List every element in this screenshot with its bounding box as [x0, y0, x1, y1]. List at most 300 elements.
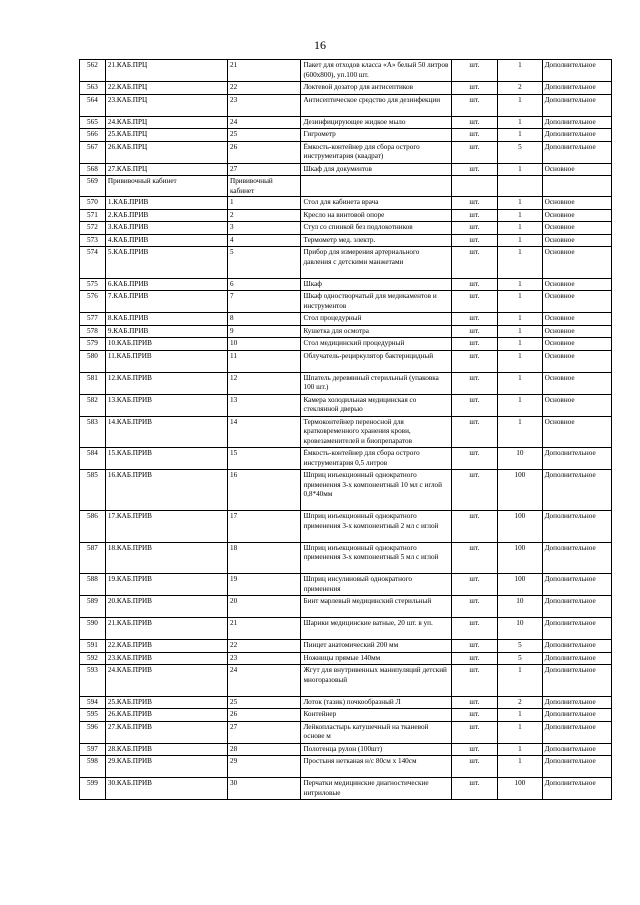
item-code: 7.КАБ.ПРИВ — [105, 291, 227, 313]
table-row — [80, 596, 612, 618]
item-name: Шкаф для документов — [301, 163, 451, 176]
table-row — [80, 278, 612, 291]
item-name: Ёмкость-контейнер для сбора острого инструментария (квадрат) — [301, 141, 451, 163]
item-quantity: 10 — [498, 618, 543, 640]
table-row — [80, 640, 612, 653]
item-index: 1 — [228, 197, 301, 210]
item-name: Жгут для внутривенных манипуляций детский многоразовый — [301, 665, 451, 697]
item-quantity: 1 — [498, 416, 543, 448]
table-row — [80, 247, 612, 279]
row-number: 582 — [80, 394, 106, 416]
item-type — [542, 176, 611, 197]
item-quantity: 100 — [498, 511, 543, 543]
item-type: Основное — [542, 325, 611, 338]
item-index: 24 — [228, 116, 301, 129]
item-quantity: 100 — [498, 574, 543, 596]
item-code: 14.КАБ.ПРИВ — [105, 416, 227, 448]
item-quantity: 2 — [498, 82, 543, 95]
item-name: Стол процедурный — [301, 313, 451, 326]
item-code: 10.КАБ.ПРИВ — [105, 338, 227, 351]
item-type: Дополнительное — [542, 618, 611, 640]
item-unit: шт. — [451, 756, 498, 778]
item-unit: шт. — [451, 325, 498, 338]
table-row — [80, 696, 612, 709]
item-unit: шт. — [451, 665, 498, 697]
table-row — [80, 176, 612, 197]
item-index: 10 — [228, 338, 301, 351]
row-number: 568 — [80, 163, 106, 176]
item-index: 9 — [228, 325, 301, 338]
item-quantity: 1 — [498, 756, 543, 778]
item-index: Прививочный кабинет — [228, 176, 301, 197]
item-code: 18.КАБ.ПРИВ — [105, 542, 227, 574]
item-code: 25.КАБ.ПРИВ — [105, 696, 227, 709]
item-unit: шт. — [451, 350, 498, 372]
item-name: Шприц инъекционный однократного применения 3-х компонентный 5 мл с иглой — [301, 542, 451, 574]
item-index: 29 — [228, 756, 301, 778]
item-index: 21 — [228, 60, 301, 82]
item-unit: шт. — [451, 291, 498, 313]
item-code: 27.КАБ.ПРЦ — [105, 163, 227, 176]
table-row — [80, 448, 612, 470]
item-code: 22.КАБ.ПРИВ — [105, 640, 227, 653]
page-number: 16 — [314, 38, 326, 52]
item-unit: шт. — [451, 542, 498, 574]
table-row — [80, 291, 612, 313]
item-type: Основное — [542, 350, 611, 372]
item-type: Основное — [542, 163, 611, 176]
item-unit: шт. — [451, 652, 498, 665]
row-number: 570 — [80, 197, 106, 210]
item-index: 30 — [228, 778, 301, 800]
item-quantity: 100 — [498, 542, 543, 574]
row-number: 579 — [80, 338, 106, 351]
item-quantity — [498, 176, 543, 197]
item-unit: шт. — [451, 372, 498, 394]
item-quantity: 1 — [498, 247, 543, 279]
item-code: 16.КАБ.ПРИВ — [105, 470, 227, 511]
table-row — [80, 129, 612, 142]
item-quantity: 1 — [498, 394, 543, 416]
row-number: 583 — [80, 416, 106, 448]
item-index: 27 — [228, 163, 301, 176]
item-unit: шт. — [451, 60, 498, 82]
item-index: 20 — [228, 596, 301, 618]
item-code: 27.КАБ.ПРИВ — [105, 721, 227, 743]
table-row — [80, 94, 612, 116]
item-index: 11 — [228, 350, 301, 372]
row-number: 566 — [80, 129, 106, 142]
table-row — [80, 709, 612, 722]
table-row — [80, 222, 612, 235]
item-quantity: 1 — [498, 129, 543, 142]
table-row — [80, 325, 612, 338]
item-name: Кресло на винтовой опоре — [301, 209, 451, 222]
item-quantity: 10 — [498, 448, 543, 470]
item-quantity: 1 — [498, 209, 543, 222]
item-code: 28.КАБ.ПРИВ — [105, 743, 227, 756]
table-row — [80, 313, 612, 326]
item-type: Основное — [542, 313, 611, 326]
item-name: Ножницы прямые 140мм — [301, 652, 451, 665]
item-index: 21 — [228, 618, 301, 640]
row-number: 580 — [80, 350, 106, 372]
item-code: 22.КАБ.ПРЦ — [105, 82, 227, 95]
item-code: 19.КАБ.ПРИВ — [105, 574, 227, 596]
item-code: Прививочный кабинет — [105, 176, 227, 197]
item-quantity: 1 — [498, 222, 543, 235]
item-index: 25 — [228, 696, 301, 709]
item-code: 17.КАБ.ПРИВ — [105, 511, 227, 543]
item-name: Перчатки медицинские диагностические нитриловые — [301, 778, 451, 800]
row-number: 572 — [80, 222, 106, 235]
item-type: Дополнительное — [542, 709, 611, 722]
item-unit: шт. — [451, 247, 498, 279]
table-row — [80, 416, 612, 448]
row-number: 598 — [80, 756, 106, 778]
item-name: Гигрометр — [301, 129, 451, 142]
row-number: 590 — [80, 618, 106, 640]
equipment-table — [79, 59, 612, 800]
item-index: 3 — [228, 222, 301, 235]
item-quantity: 1 — [498, 709, 543, 722]
item-unit: шт. — [451, 696, 498, 709]
item-unit: шт. — [451, 278, 498, 291]
item-code: 6.КАБ.ПРИВ — [105, 278, 227, 291]
row-number: 578 — [80, 325, 106, 338]
item-code: 20.КАБ.ПРИВ — [105, 596, 227, 618]
item-code: 3.КАБ.ПРИВ — [105, 222, 227, 235]
row-number: 581 — [80, 372, 106, 394]
item-unit: шт. — [451, 574, 498, 596]
item-name: Антисептическое средство для дезинфекции — [301, 94, 451, 116]
item-index: 14 — [228, 416, 301, 448]
row-number: 571 — [80, 209, 106, 222]
table-row — [80, 778, 612, 800]
item-code: 12.КАБ.ПРИВ — [105, 372, 227, 394]
item-code: 2.КАБ.ПРИВ — [105, 209, 227, 222]
item-index: 17 — [228, 511, 301, 543]
item-index: 12 — [228, 372, 301, 394]
item-quantity: 1 — [498, 278, 543, 291]
item-quantity: 1 — [498, 94, 543, 116]
item-name: Лоток (тазик) почкообразный Л — [301, 696, 451, 709]
item-code: 21.КАБ.ПРИВ — [105, 618, 227, 640]
row-number: 575 — [80, 278, 106, 291]
item-type: Основное — [542, 338, 611, 351]
table-row — [80, 338, 612, 351]
item-unit: шт. — [451, 778, 498, 800]
item-quantity: 1 — [498, 743, 543, 756]
item-unit: шт. — [451, 709, 498, 722]
item-quantity: 1 — [498, 350, 543, 372]
table-row — [80, 574, 612, 596]
item-name — [301, 176, 451, 197]
item-name: Простыня нетканая н/с 80см х 140см — [301, 756, 451, 778]
item-name: Шкаф одностворчатый для медикаментов и инструментов — [301, 291, 451, 313]
row-number: 569 — [80, 176, 106, 197]
item-index: 6 — [228, 278, 301, 291]
row-number: 592 — [80, 652, 106, 665]
item-code: 23.КАБ.ПРИВ — [105, 652, 227, 665]
table-row — [80, 470, 612, 511]
table-row — [80, 116, 612, 129]
item-name: Шприц инсулиновый однократного применения — [301, 574, 451, 596]
item-index: 23 — [228, 652, 301, 665]
table-row — [80, 141, 612, 163]
table-row — [80, 234, 612, 247]
item-index: 26 — [228, 709, 301, 722]
item-code: 24.КАБ.ПРЦ — [105, 116, 227, 129]
item-type: Дополнительное — [542, 82, 611, 95]
item-type: Дополнительное — [542, 542, 611, 574]
item-quantity: 1 — [498, 338, 543, 351]
item-type: Дополнительное — [542, 448, 611, 470]
table-row — [80, 542, 612, 574]
item-name: Стол медицинский процедурный — [301, 338, 451, 351]
item-name: Шприц инъекционный однократного применения 3-х компонентный 2 мл с иглой — [301, 511, 451, 543]
item-index: 18 — [228, 542, 301, 574]
item-code: 24.КАБ.ПРИВ — [105, 665, 227, 697]
table-row — [80, 652, 612, 665]
item-index: 7 — [228, 291, 301, 313]
item-code: 23.КАБ.ПРЦ — [105, 94, 227, 116]
item-unit: шт. — [451, 470, 498, 511]
item-index: 24 — [228, 665, 301, 697]
item-unit: шт. — [451, 448, 498, 470]
item-code: 9.КАБ.ПРИВ — [105, 325, 227, 338]
item-name: Бинт марлевый медицинский стерильный — [301, 596, 451, 618]
table-row — [80, 756, 612, 778]
item-type: Основное — [542, 394, 611, 416]
item-code: 1.КАБ.ПРИВ — [105, 197, 227, 210]
item-type: Дополнительное — [542, 574, 611, 596]
item-code: 15.КАБ.ПРИВ — [105, 448, 227, 470]
item-quantity: 5 — [498, 141, 543, 163]
item-name: Шарики медицинские ватные, 20 шт. в уп. — [301, 618, 451, 640]
item-index: 13 — [228, 394, 301, 416]
item-quantity: 1 — [498, 116, 543, 129]
item-unit: шт. — [451, 82, 498, 95]
item-index: 27 — [228, 721, 301, 743]
item-index: 25 — [228, 129, 301, 142]
row-number: 596 — [80, 721, 106, 743]
item-name: Локтевой дозатор для антисептиков — [301, 82, 451, 95]
item-name: Контейнер — [301, 709, 451, 722]
item-code: 5.КАБ.ПРИВ — [105, 247, 227, 279]
item-type: Основное — [542, 278, 611, 291]
row-number: 587 — [80, 542, 106, 574]
item-name: Камера холодильная медицинская со стеклянной дверью — [301, 394, 451, 416]
item-code: 29.КАБ.ПРИВ — [105, 756, 227, 778]
row-number: 573 — [80, 234, 106, 247]
item-name: Кушетка для осмотра — [301, 325, 451, 338]
item-unit: шт. — [451, 721, 498, 743]
item-unit: шт. — [451, 313, 498, 326]
item-unit: шт. — [451, 338, 498, 351]
item-quantity: 100 — [498, 778, 543, 800]
item-type: Дополнительное — [542, 94, 611, 116]
item-code: 8.КАБ.ПРИВ — [105, 313, 227, 326]
row-number: 565 — [80, 116, 106, 129]
item-index: 22 — [228, 640, 301, 653]
table-row — [80, 372, 612, 394]
row-number: 599 — [80, 778, 106, 800]
item-type: Основное — [542, 222, 611, 235]
item-quantity: 1 — [498, 291, 543, 313]
item-type: Основное — [542, 416, 611, 448]
row-number: 594 — [80, 696, 106, 709]
item-type: Дополнительное — [542, 129, 611, 142]
item-name: Облучатель-рециркулятор бактерицидный — [301, 350, 451, 372]
item-code: 21.КАБ.ПРЦ — [105, 60, 227, 82]
item-unit: шт. — [451, 94, 498, 116]
item-index: 4 — [228, 234, 301, 247]
item-index: 23 — [228, 94, 301, 116]
item-unit: шт. — [451, 640, 498, 653]
item-type: Дополнительное — [542, 665, 611, 697]
item-type: Дополнительное — [542, 721, 611, 743]
table-row — [80, 350, 612, 372]
item-index: 28 — [228, 743, 301, 756]
item-code: 26.КАБ.ПРЦ — [105, 141, 227, 163]
row-number: 577 — [80, 313, 106, 326]
item-type: Дополнительное — [542, 640, 611, 653]
row-number: 588 — [80, 574, 106, 596]
item-quantity: 5 — [498, 640, 543, 653]
item-type: Дополнительное — [542, 60, 611, 82]
item-type: Основное — [542, 247, 611, 279]
item-code: 4.КАБ.ПРИВ — [105, 234, 227, 247]
item-type: Основное — [542, 291, 611, 313]
item-name: Ёмкость-контейнер для сбора острого инструментария 0,5 литров — [301, 448, 451, 470]
item-name: Термоконтейнер переносной для кратковременного хранения крови, кровезаменителей и биопрепаратов — [301, 416, 451, 448]
item-name: Лейкопластырь катушечный на тканевой основе м — [301, 721, 451, 743]
item-index: 2 — [228, 209, 301, 222]
table-row — [80, 721, 612, 743]
item-quantity: 1 — [498, 197, 543, 210]
item-type: Основное — [542, 209, 611, 222]
table-row — [80, 197, 612, 210]
item-type: Дополнительное — [542, 778, 611, 800]
item-unit: шт. — [451, 511, 498, 543]
item-unit: шт. — [451, 209, 498, 222]
item-index: 8 — [228, 313, 301, 326]
item-name: Пинцет анатомический 200 мм — [301, 640, 451, 653]
item-quantity: 5 — [498, 652, 543, 665]
item-unit: шт. — [451, 116, 498, 129]
item-type: Дополнительное — [542, 470, 611, 511]
item-type: Дополнительное — [542, 596, 611, 618]
item-unit: шт. — [451, 416, 498, 448]
item-index: 15 — [228, 448, 301, 470]
item-type: Основное — [542, 372, 611, 394]
table-row — [80, 743, 612, 756]
item-code: 25.КАБ.ПРЦ — [105, 129, 227, 142]
row-number: 564 — [80, 94, 106, 116]
item-index: 16 — [228, 470, 301, 511]
item-unit: шт. — [451, 596, 498, 618]
item-type: Основное — [542, 197, 611, 210]
item-unit: шт. — [451, 129, 498, 142]
item-unit: шт. — [451, 163, 498, 176]
row-number: 585 — [80, 470, 106, 511]
item-quantity: 1 — [498, 163, 543, 176]
item-quantity: 2 — [498, 696, 543, 709]
item-name: Дезинфицирующее жидкое мыло — [301, 116, 451, 129]
item-code: 13.КАБ.ПРИВ — [105, 394, 227, 416]
item-index: 26 — [228, 141, 301, 163]
row-number: 589 — [80, 596, 106, 618]
row-number: 567 — [80, 141, 106, 163]
item-name: Стул со спинкой без подлокотников — [301, 222, 451, 235]
item-index: 19 — [228, 574, 301, 596]
row-number: 595 — [80, 709, 106, 722]
item-type: Дополнительное — [542, 696, 611, 709]
row-number: 574 — [80, 247, 106, 279]
item-type: Дополнительное — [542, 141, 611, 163]
item-type: Основное — [542, 234, 611, 247]
item-unit: шт. — [451, 197, 498, 210]
item-unit: шт. — [451, 234, 498, 247]
item-name: Полотенца рулон (100шт) — [301, 743, 451, 756]
item-code: 30.КАБ.ПРИВ — [105, 778, 227, 800]
item-name: Стол для кабинета врача — [301, 197, 451, 210]
table-row — [80, 618, 612, 640]
item-quantity: 1 — [498, 60, 543, 82]
item-type: Дополнительное — [542, 756, 611, 778]
item-unit: шт. — [451, 618, 498, 640]
item-quantity: 1 — [498, 665, 543, 697]
table-row — [80, 511, 612, 543]
table-row — [80, 82, 612, 95]
item-unit: шт. — [451, 394, 498, 416]
item-quantity: 100 — [498, 470, 543, 511]
item-name: Шприц инъекционный однократного применения 3-х компонентный 10 мл с иглой 0,8*40мм — [301, 470, 451, 511]
table-row — [80, 394, 612, 416]
item-name: Пакет для отходов класса «А» белый 50 литров (600х800), уп.100 шт. — [301, 60, 451, 82]
table-row — [80, 665, 612, 697]
item-quantity: 1 — [498, 721, 543, 743]
item-unit: шт. — [451, 222, 498, 235]
item-code: 26.КАБ.ПРИВ — [105, 709, 227, 722]
item-name: Шкаф — [301, 278, 451, 291]
table-row — [80, 209, 612, 222]
item-unit: шт. — [451, 141, 498, 163]
table-row — [80, 163, 612, 176]
item-quantity: 1 — [498, 234, 543, 247]
item-name: Прибор для измерения артериального давления с детскими манжетами — [301, 247, 451, 279]
row-number: 563 — [80, 82, 106, 95]
row-number: 593 — [80, 665, 106, 697]
row-number: 591 — [80, 640, 106, 653]
table-row — [80, 60, 612, 82]
item-quantity: 1 — [498, 313, 543, 326]
item-quantity: 1 — [498, 325, 543, 338]
row-number: 586 — [80, 511, 106, 543]
item-index: 5 — [228, 247, 301, 279]
item-type: Дополнительное — [542, 116, 611, 129]
item-unit: шт. — [451, 743, 498, 756]
item-unit — [451, 176, 498, 197]
item-type: Дополнительное — [542, 743, 611, 756]
row-number: 597 — [80, 743, 106, 756]
item-name: Термометр мед. электр. — [301, 234, 451, 247]
item-name: Шпатель деревянный стерильный (упаковка 100 шт.) — [301, 372, 451, 394]
item-type: Дополнительное — [542, 511, 611, 543]
row-number: 576 — [80, 291, 106, 313]
item-quantity: 10 — [498, 596, 543, 618]
